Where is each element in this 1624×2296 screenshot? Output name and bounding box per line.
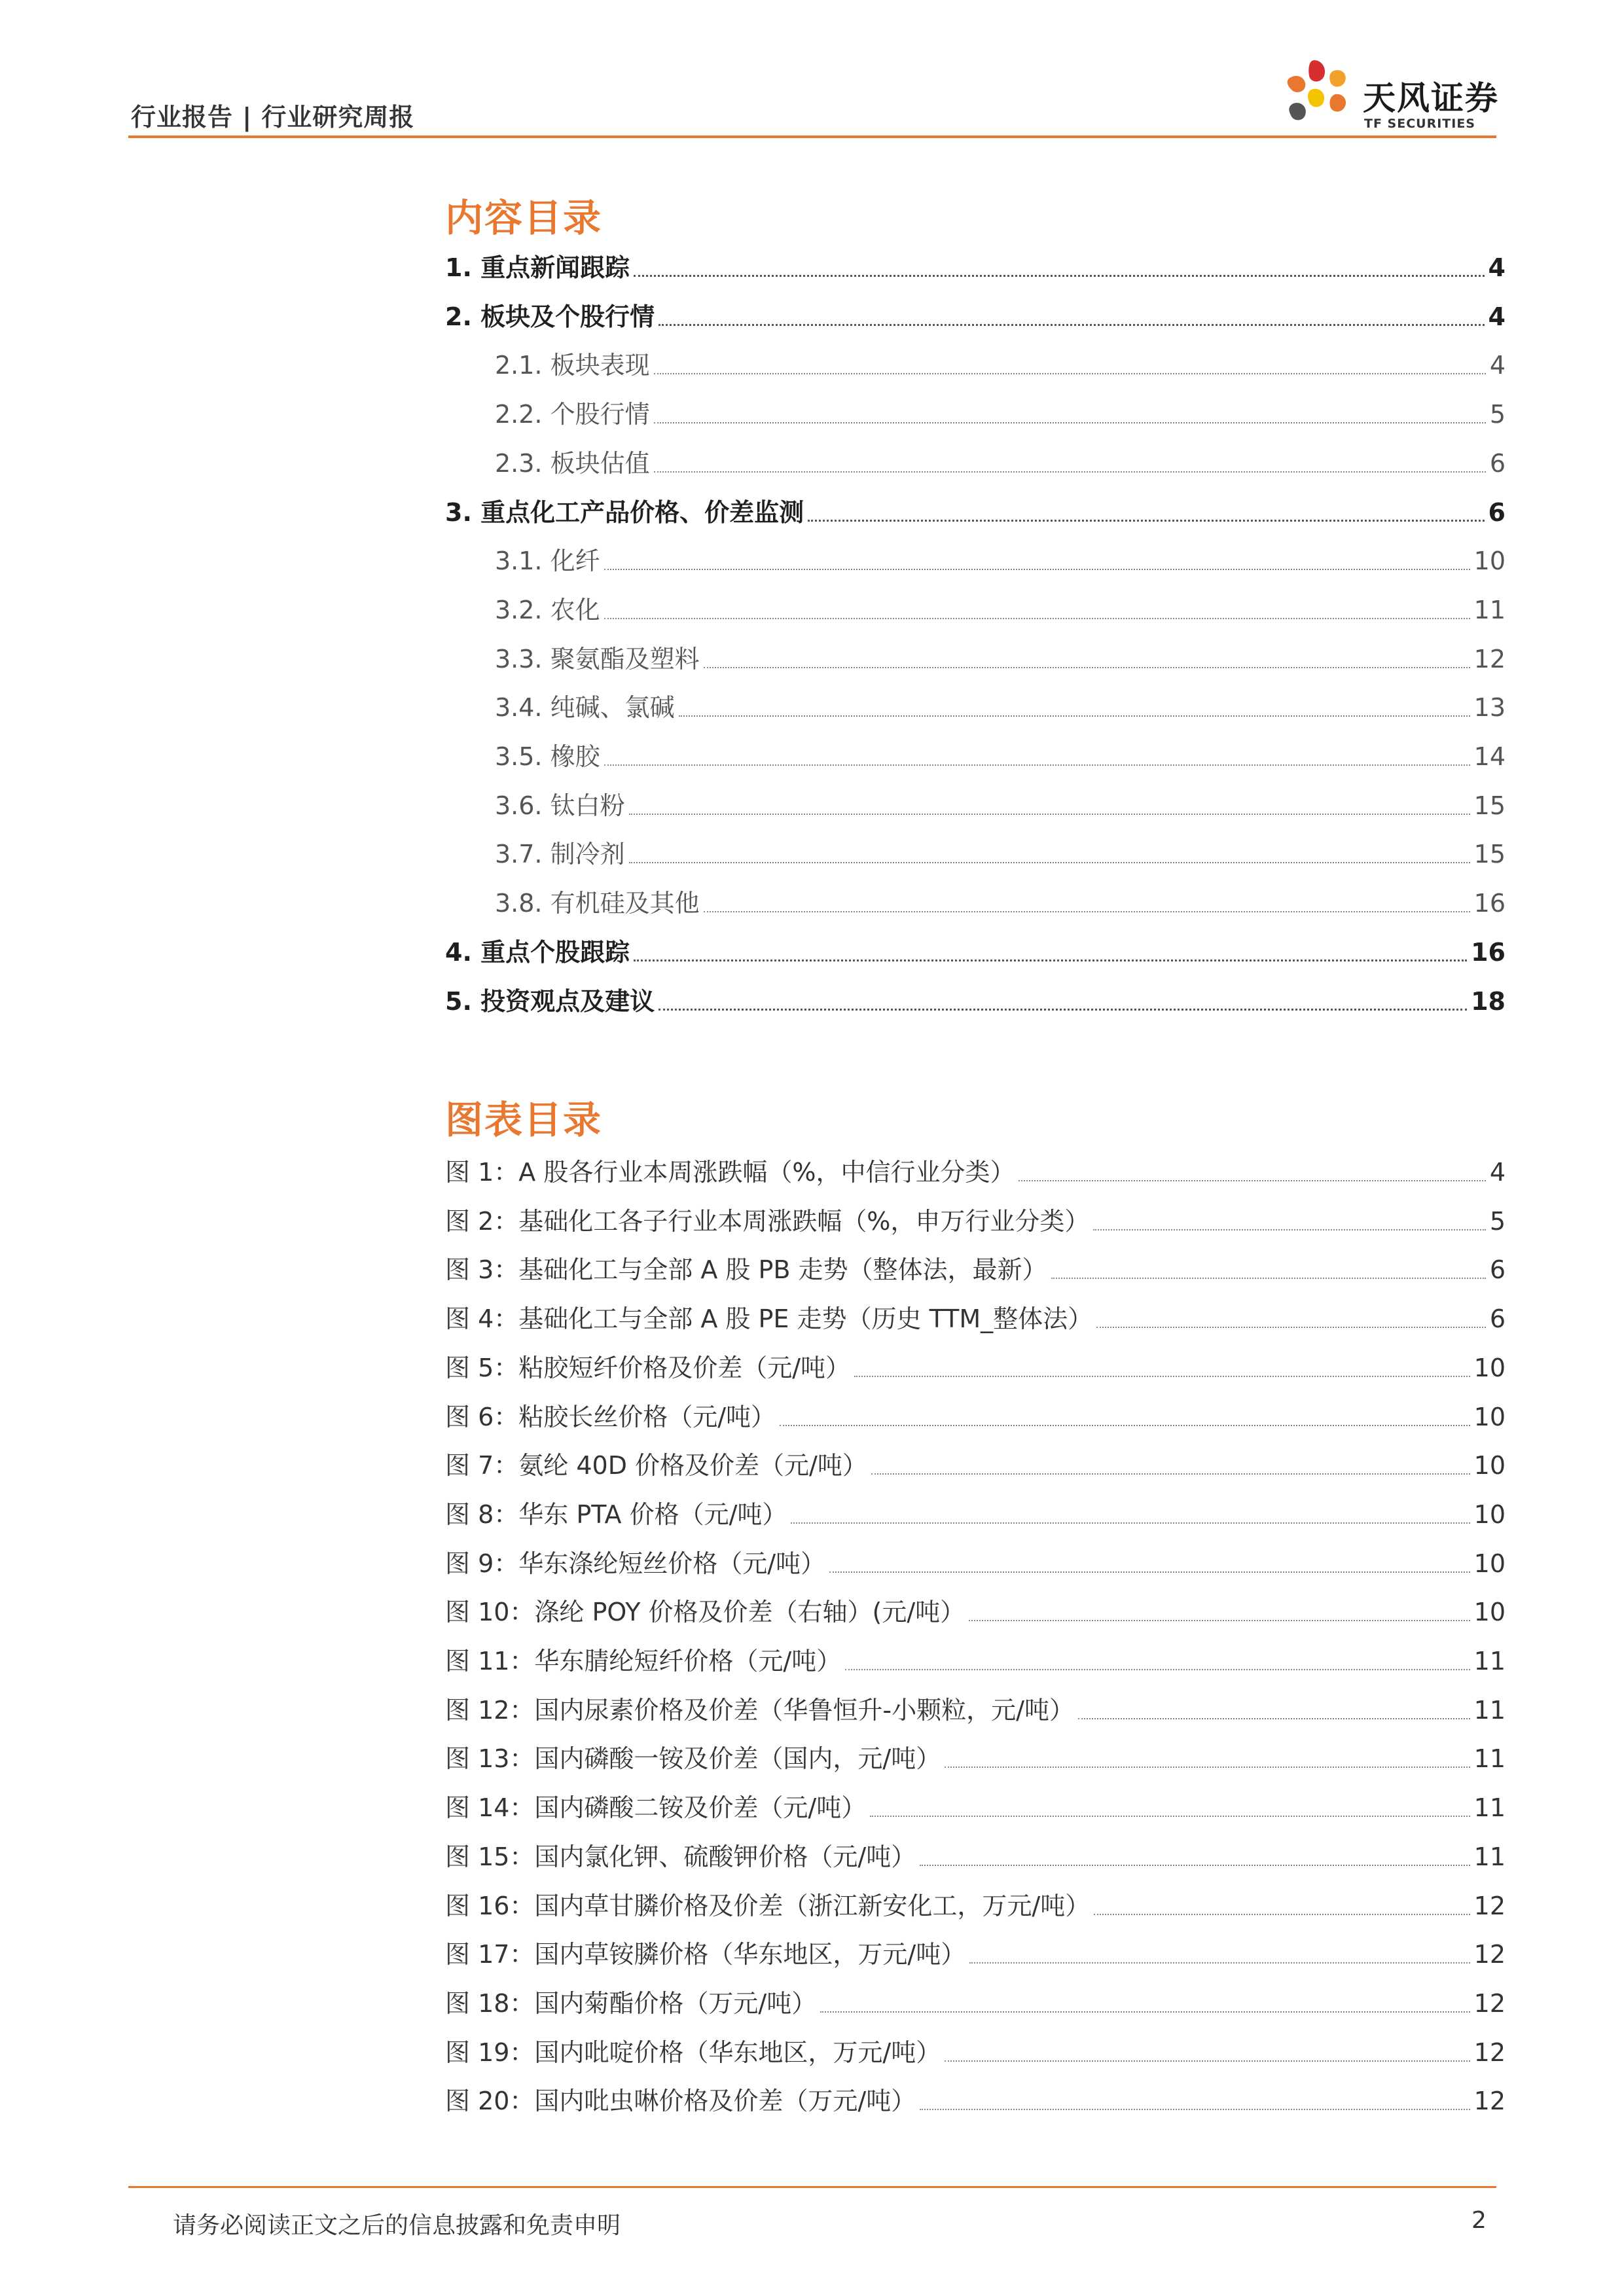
figure-entry[interactable] [445, 1401, 1506, 1433]
toc-entry-label: 2.1. 板块表现 [495, 351, 650, 380]
figure-entry[interactable] [445, 1547, 1506, 1580]
figure-entry-page: 6 [1489, 1255, 1506, 1285]
dot-leader [634, 960, 1467, 961]
toc-entry[interactable] [495, 643, 1506, 675]
dot-leader [679, 715, 1470, 717]
toc-entry-label: 3. 重点化工产品价格、价差监测 [445, 497, 804, 527]
figure-entry-page: 11 [1473, 1842, 1506, 1871]
figure-entry[interactable] [445, 1742, 1506, 1775]
figure-entry-label: 图 1：A 股各行业本周涨跌幅（%，中信行业分类） [445, 1158, 1015, 1187]
figure-entry-label: 图 2：基础化工各子行业本周涨跌幅（%，申万行业分类） [445, 1206, 1090, 1236]
toc-entry[interactable] [495, 447, 1506, 480]
dot-leader [871, 1473, 1470, 1475]
figure-entry[interactable] [445, 1987, 1506, 2020]
toc-entry[interactable] [495, 594, 1506, 626]
toc-entry-label: 3.3. 聚氨酯及塑料 [495, 644, 700, 673]
dot-leader [1093, 1229, 1485, 1230]
toc-entry-page: 4 [1489, 351, 1506, 380]
toc-entry-page: 11 [1473, 595, 1506, 624]
figures-title: 图表目录 [445, 1098, 603, 1142]
toc-entry[interactable] [495, 838, 1506, 870]
dot-leader [945, 2060, 1470, 2062]
figure-entry-page: 6 [1489, 1304, 1506, 1334]
toc-entry-label: 3.1. 化纤 [495, 547, 600, 576]
figure-entry-page: 10 [1473, 1499, 1506, 1529]
dot-leader [845, 1669, 1470, 1670]
toc-entry[interactable] [495, 740, 1506, 773]
dot-leader [820, 2011, 1470, 2013]
dot-leader [1094, 1914, 1470, 1915]
figure-entry[interactable] [445, 1596, 1506, 1628]
toc-entry-page: 5 [1489, 400, 1506, 429]
dot-leader [654, 471, 1486, 473]
toc-entry-label: 3.2. 农化 [495, 595, 600, 624]
dot-leader [654, 422, 1486, 423]
toc-entry-page: 15 [1473, 840, 1506, 869]
footer-divider [128, 2186, 1496, 2188]
figure-entry[interactable] [445, 1840, 1506, 1873]
dot-leader [629, 814, 1470, 815]
toc-entry-page: 14 [1473, 742, 1506, 771]
figure-entry[interactable] [445, 1352, 1506, 1384]
dot-leader [654, 373, 1486, 374]
toc-entry-page: 10 [1473, 547, 1506, 576]
toc-entry-label: 3.4. 纯碱、氯碱 [495, 693, 675, 723]
toc-entry-page: 15 [1473, 791, 1506, 820]
figure-entry-label: 图 7：氨纶 40D 价格及价差（元/吨） [445, 1451, 867, 1480]
figure-entry-label: 图 5：粘胶短纤价格及价差（元/吨） [445, 1353, 851, 1382]
figure-entry[interactable] [445, 1449, 1506, 1482]
dot-leader [780, 1425, 1470, 1426]
figure-entry[interactable] [445, 1791, 1506, 1824]
toc-entry-label: 2.2. 个股行情 [495, 400, 650, 429]
figure-entry-page: 12 [1473, 1891, 1506, 1920]
toc-entry-page: 4 [1488, 302, 1506, 331]
figure-entry-label: 图 3：基础化工与全部 A 股 PB 走势（整体法，最新） [445, 1255, 1047, 1285]
toc-entry-page: 4 [1488, 253, 1506, 282]
figure-entry[interactable] [445, 1645, 1506, 1677]
figure-entry[interactable] [445, 1302, 1506, 1335]
dot-leader [808, 520, 1484, 522]
dot-leader [1096, 1327, 1486, 1328]
toc-entry-page: 13 [1473, 693, 1506, 723]
figure-entry[interactable] [445, 1156, 1506, 1189]
dot-leader [659, 324, 1484, 326]
dot-leader [791, 1522, 1470, 1524]
toc-entry[interactable] [445, 496, 1506, 529]
toc-entry-label: 2.3. 板块估值 [495, 448, 650, 478]
figure-entry-page: 11 [1473, 1695, 1506, 1725]
figure-entry[interactable] [445, 1253, 1506, 1286]
figure-entry-label: 图 16：国内草甘膦价格及价差（浙江新安化工，万元/吨） [445, 1891, 1091, 1920]
toc-entry-label: 3.6. 钛白粉 [495, 791, 625, 820]
figure-entry-label: 图 18：国内菊酯价格（万元/吨） [445, 1988, 817, 2018]
toc-entry-page: 16 [1471, 937, 1506, 967]
toc-entry-page: 12 [1473, 644, 1506, 673]
toc-entry[interactable] [445, 936, 1506, 969]
figure-entry-label: 图 12：国内尿素价格及价差（华鲁恒升-小颗粒，元/吨） [445, 1695, 1074, 1725]
figure-entry-label: 图 19：国内吡啶价格（华东地区，万元/吨） [445, 2037, 941, 2067]
figure-entry-label: 图 20：国内吡虫啉价格及价差（万元/吨） [445, 2087, 916, 2116]
dot-leader [604, 764, 1470, 766]
dot-leader [634, 275, 1484, 277]
dot-leader [870, 1816, 1470, 1817]
toc-entry[interactable] [495, 887, 1506, 920]
figure-entry-label: 图 8：华东 PTA 价格（元/吨） [445, 1499, 787, 1529]
figure-entry-label: 图 11：华东腈纶短纤价格（元/吨） [445, 1647, 842, 1676]
figure-entry-label: 图 6：粘胶长丝价格（元/吨） [445, 1402, 776, 1431]
dot-leader [1051, 1278, 1486, 1279]
dot-leader [629, 862, 1470, 863]
toc-entry[interactable] [445, 300, 1506, 333]
figure-entry-page: 11 [1473, 1793, 1506, 1823]
figure-entry-page: 12 [1473, 2037, 1506, 2067]
dot-leader [604, 569, 1470, 570]
toc-entry-page: 16 [1473, 889, 1506, 918]
toc-entry-label: 3.7. 制冷剂 [495, 840, 625, 869]
figure-entry-label: 图 15：国内氯化钾、硫酸钾价格（元/吨） [445, 1842, 916, 1871]
dot-leader [829, 1571, 1470, 1573]
toc-entry-label: 3.8. 有机硅及其他 [495, 889, 700, 918]
figure-entry-label: 图 13：国内磷酸一铵及价差（国内，元/吨） [445, 1744, 941, 1774]
figure-entry-page: 11 [1473, 1744, 1506, 1774]
toc-entry-page: 18 [1471, 986, 1506, 1016]
header-divider [128, 135, 1496, 138]
page-number: 2 [1471, 2207, 1487, 2234]
toc-entry[interactable] [495, 545, 1506, 577]
figure-entry-page: 10 [1473, 1451, 1506, 1480]
dot-leader [945, 1767, 1470, 1768]
figure-entry-page: 12 [1473, 1988, 1506, 2018]
dot-leader [604, 618, 1470, 619]
figure-entry[interactable] [445, 1938, 1506, 1971]
figure-entry-label: 图 17：国内草铵膦价格（华东地区，万元/吨） [445, 1940, 966, 1969]
dot-leader [920, 2109, 1470, 2110]
figure-entry-page: 10 [1473, 1598, 1506, 1627]
dot-leader [1019, 1180, 1485, 1181]
toc-entry[interactable] [445, 251, 1506, 284]
figure-entry[interactable] [445, 1205, 1506, 1238]
figure-entry[interactable] [445, 1498, 1506, 1531]
figure-entry-page: 5 [1489, 1206, 1506, 1236]
figure-entry-label: 图 14：国内磷酸二铵及价差（元/吨） [445, 1793, 867, 1823]
toc-entry-label: 3.5. 橡胶 [495, 742, 600, 771]
figure-entry-page: 10 [1473, 1353, 1506, 1382]
report-type-label: 行业报告 | 行业研究周报 [131, 103, 415, 132]
figure-entry-label: 图 9：华东涤纶短丝价格（元/吨） [445, 1549, 826, 1578]
toc-entry-label: 2. 板块及个股行情 [445, 302, 655, 331]
toc-entry[interactable] [495, 789, 1506, 822]
dot-leader [659, 1009, 1467, 1011]
toc-entry-page: 6 [1489, 448, 1506, 478]
toc-entry-label: 1. 重点新闻跟踪 [445, 253, 630, 282]
figure-entry-label: 图 10：涤纶 POY 价格及价差（右轴）(元/吨） [445, 1598, 965, 1627]
figure-entry-label: 图 4：基础化工与全部 A 股 PE 走势（历史 TTM_整体法） [445, 1304, 1093, 1334]
toc-entry[interactable] [495, 398, 1506, 431]
figure-entry-page: 12 [1473, 1940, 1506, 1969]
dot-leader [704, 667, 1470, 668]
footer-disclaimer: 请务必阅读正文之后的信息披露和免责申明 [173, 2212, 621, 2239]
figure-entry-page: 12 [1473, 2087, 1506, 2116]
logo-subtitle: TF SECURITIES [1364, 117, 1475, 131]
figure-entry[interactable] [445, 2085, 1506, 2117]
dot-leader [920, 1865, 1470, 1866]
logo-name: 天风证券 [1363, 79, 1499, 117]
toc-entry[interactable] [445, 985, 1506, 1018]
figure-entry[interactable] [445, 1694, 1506, 1727]
figure-entry-page: 10 [1473, 1402, 1506, 1431]
dot-leader [969, 1620, 1470, 1621]
toc-entry-label: 4. 重点个股跟踪 [445, 937, 630, 967]
toc-entry-page: 6 [1488, 497, 1506, 527]
dot-leader [1078, 1718, 1470, 1719]
dot-leader [969, 1962, 1470, 1964]
figure-entry-page: 4 [1489, 1158, 1506, 1187]
figure-entry[interactable] [445, 1890, 1506, 1922]
toc-entry[interactable] [495, 349, 1506, 382]
figure-entry-page: 10 [1473, 1549, 1506, 1578]
dot-leader [854, 1376, 1470, 1377]
toc-entry-label: 5. 投资观点及建议 [445, 986, 655, 1016]
toc-entry[interactable] [495, 691, 1506, 724]
dot-leader [704, 911, 1470, 912]
figure-entry[interactable] [445, 2036, 1506, 2069]
contents-title: 内容目录 [445, 196, 603, 240]
figure-entry-page: 11 [1473, 1647, 1506, 1676]
